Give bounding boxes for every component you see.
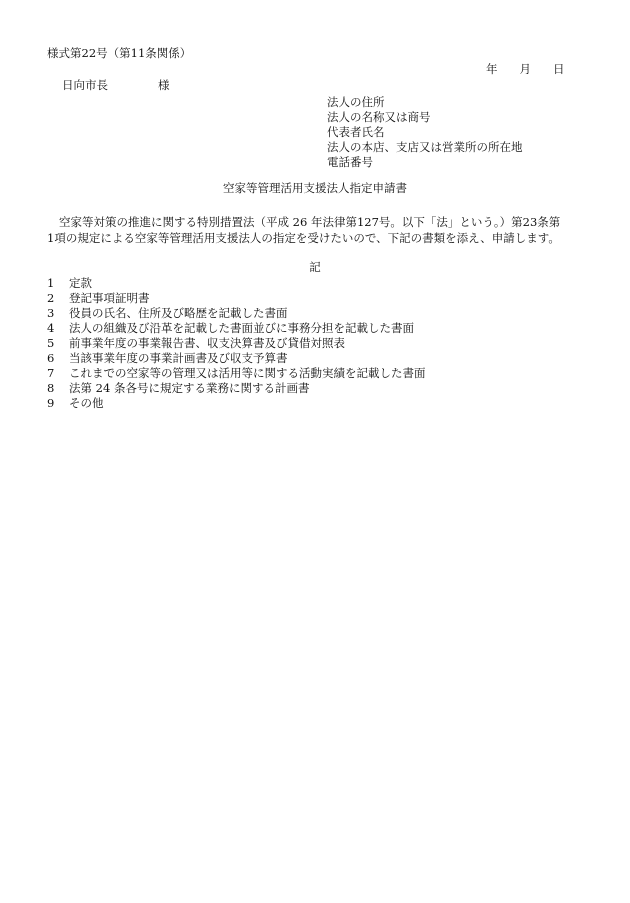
item-number: 7 <box>47 366 55 380</box>
item-number: 6 <box>47 351 55 365</box>
list-item <box>47 291 426 306</box>
ki-label: 記 <box>309 260 321 274</box>
list-item <box>47 336 426 351</box>
item-text: 役員の氏名、住所及び略歴を記載した書面 <box>69 306 288 320</box>
applicant-block <box>327 95 523 170</box>
list-item <box>47 396 426 411</box>
body-line-2: 1項の規定による空家等管理活用支援法人の指定を受けたいので、下記の書類を添え、申請します。 <box>47 231 560 245</box>
item-number: 3 <box>47 306 55 320</box>
applicant-address-label: 法人の住所 <box>327 95 385 109</box>
date-year-label: 年 <box>486 62 498 76</box>
list-item <box>47 351 426 366</box>
item-text: 当該事業年度の事業計画書及び収支予算書 <box>69 351 288 365</box>
date-month-label: 月 <box>519 62 531 76</box>
addressee <box>62 80 170 92</box>
item-number: 1 <box>47 276 55 290</box>
item-text: その他 <box>69 396 104 410</box>
attachment-list <box>47 276 426 411</box>
list-item <box>47 306 426 321</box>
body-text <box>47 214 587 246</box>
item-text: 前事業年度の事業報告書、収支決算書及び貸借対照表 <box>69 336 345 350</box>
item-text: 法人の組織及び沿革を記載した書面並びに事務分担を記載した書面 <box>69 321 414 335</box>
applicant-name-label: 法人の名称又は商号 <box>327 110 431 124</box>
item-number: 2 <box>47 291 55 305</box>
date-line <box>486 64 565 76</box>
ki-heading <box>0 262 630 274</box>
item-text: 定款 <box>69 276 92 290</box>
item-number: 5 <box>47 336 55 350</box>
addressee-honorific: 様 <box>158 78 170 92</box>
list-item <box>47 276 426 291</box>
item-text: 法第 24 条各号に規定する業務に関する計画書 <box>69 381 310 395</box>
item-text: 登記事項証明書 <box>69 291 150 305</box>
list-item <box>47 381 426 396</box>
item-number: 9 <box>47 396 55 410</box>
addressee-name: 日向市長 <box>62 78 108 92</box>
applicant-representative-label: 代表者氏名 <box>327 125 385 139</box>
item-text: これまでの空家等の管理又は活用等に関する活動実績を記載した書面 <box>69 366 426 380</box>
list-item <box>47 366 426 381</box>
item-number: 8 <box>47 381 55 395</box>
date-day-label: 日 <box>553 62 565 76</box>
form-number: 様式第22号（第11条関係） <box>47 46 192 60</box>
applicant-phone-label: 電話番号 <box>327 155 373 169</box>
document-title: 空家等管理活用支援法人指定申請書 <box>223 181 407 195</box>
list-item <box>47 321 426 336</box>
item-number: 4 <box>47 321 55 335</box>
body-line-1: 空家等対策の推進に関する特別措置法（平成 26 年法律第127号。以下「法」という。）第23条第 <box>59 215 561 229</box>
applicant-office-location-label: 法人の本店、支店又は営業所の所在地 <box>327 140 523 154</box>
